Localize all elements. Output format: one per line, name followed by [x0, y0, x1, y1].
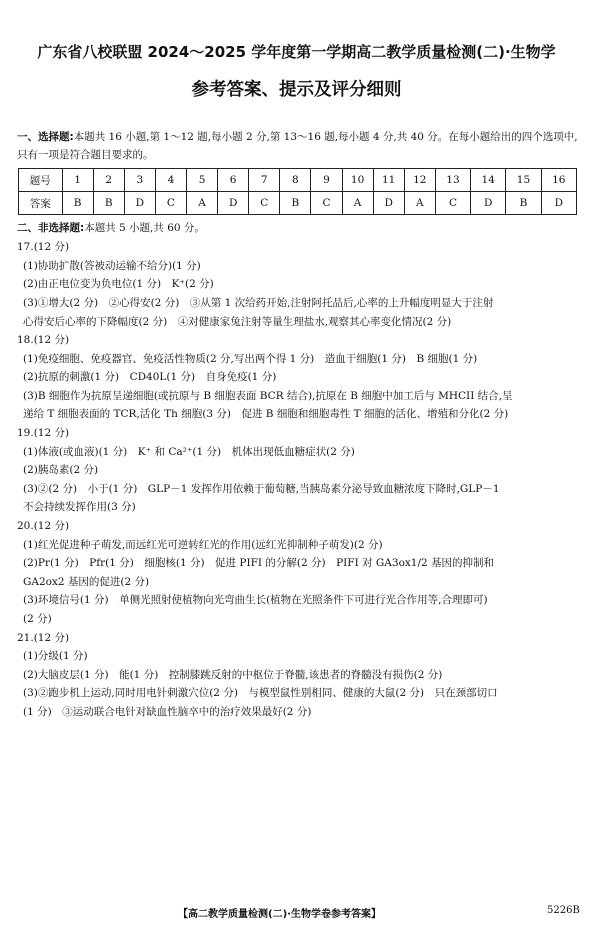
question-17-header: 17.(12 分) — [17, 241, 70, 253]
question-number: 6 — [218, 169, 249, 192]
question-number: 15 — [506, 169, 541, 192]
question-number-row — [19, 169, 577, 192]
answer-line: (3)B 细胞作为抗原呈递细胞(或抗原与 B 细胞表面 BCR 结合),抗原在 B 细胞中加工后与 MHCII 结合,呈 — [23, 390, 513, 402]
question-number: 2 — [93, 169, 124, 192]
answer-cell: C — [435, 192, 470, 215]
section2-text: 本题共 5 小题,共 60 分。 — [84, 222, 205, 234]
footer-title: 【高二教学质量检测(二)·生物学卷参考答案】 — [178, 909, 381, 920]
question-number: 9 — [311, 169, 342, 192]
question-18-header: 18.(12 分) — [17, 334, 70, 346]
question-number: 14 — [471, 169, 506, 192]
question-number: 4 — [155, 169, 186, 192]
answer-cell: A — [342, 192, 373, 215]
answer-cell: B — [62, 192, 93, 215]
answer-row — [19, 192, 577, 215]
answer-line: (3)①增大(2 分) ②心得安(2 分) ③从第 1 次给药开始,注射阿托品后,心率的上升幅度明显大于注射 — [23, 297, 494, 309]
answer-table — [18, 168, 577, 215]
answer-line: (1)红光促进种子萌发,而远红光可逆转红光的作用(远红光抑制种子萌发)(2 分) — [23, 539, 383, 551]
answer-line: (2)大脑皮层(1 分) 能(1 分) 控制膝跳反射的中枢位于脊髓,该患者的脊髓没有损伤(2 分) — [23, 669, 443, 681]
document-title: 广东省八校联盟 2024～2025 学年度第一学期高二教学质量检测(二)·生物学 — [37, 43, 556, 61]
answer-line: 递给 T 细胞表面的 TCR,活化 Th 细胞(3 分) 促进 B 细胞和细胞毒性 T 细胞的活化、增殖和分化(2 分) — [23, 408, 509, 420]
row-label-answer: 答案 — [19, 192, 63, 215]
answer-cell: C — [249, 192, 280, 215]
document-subtitle: 参考答案、提示及评分细则 — [191, 80, 402, 100]
footer-code: 5226B — [547, 905, 580, 916]
answer-cell: A — [186, 192, 217, 215]
answer-line: (2)Pr(1 分) Pfr(1 分) 细胞核(1 分) 促进 PIFI 的分解(2 分) PIFI 对 GA3ox1/2 基因的抑制和 — [23, 557, 495, 569]
question-number: 16 — [541, 169, 576, 192]
answer-line: (1)分级(1 分) — [23, 650, 88, 662]
question-number: 11 — [373, 169, 404, 192]
answer-line: (3)②跑步机上运动,同时用电针刺激穴位(2 分) 与模型鼠性别相同、健康的大鼠(2 分) 只在颈部切口 — [23, 687, 498, 699]
section1-heading: 一、选择题: — [17, 131, 74, 143]
section2-heading: 二、非选择题: — [17, 222, 85, 234]
answer-cell: C — [311, 192, 342, 215]
answer-line: 心得安后心率的下降幅度(2 分) ④对健康家兔注射等量生理盐水,观察其心率变化情况(2 分) — [23, 316, 452, 328]
question-20-header: 20.(12 分) — [17, 520, 70, 532]
answer-cell: B — [93, 192, 124, 215]
answer-line: (2 分) — [23, 613, 52, 625]
answer-cell: D — [373, 192, 404, 215]
answer-cell: B — [506, 192, 541, 215]
question-number: 10 — [342, 169, 373, 192]
question-number: 1 — [62, 169, 93, 192]
answer-cell: D — [218, 192, 249, 215]
section1-text: 本题共 16 小题,第 1～12 题,每小题 2 分,第 13～16 题,每小题 4 分,共 40 分。在每小题给出的四个选项中,只有一项是符合题目要求的。 — [17, 131, 578, 161]
section2-intro — [17, 219, 205, 237]
answer-line: GA2ox2 基因的促进(2 分) — [23, 576, 150, 588]
answer-line: (2)由正电位变为负电位(1 分) K⁺(2 分) — [23, 278, 214, 290]
answer-cell: D — [124, 192, 155, 215]
answer-line: (3)②(2 分) 小于(1 分) GLP－1 发挥作用依赖于葡萄糖,当胰岛素分泌导致血糖浓度下降时,GLP－1 — [23, 483, 500, 495]
question-number: 3 — [124, 169, 155, 192]
question-21-header: 21.(12 分) — [17, 632, 70, 644]
answer-line: (1 分) ③运动联合电针对缺血性脑卒中的治疗效果最好(2 分) — [23, 706, 312, 718]
answer-line: 不会持续发挥作用(3 分) — [23, 501, 136, 513]
section1-intro — [17, 128, 578, 164]
answer-line: (1)体液(或血液)(1 分) K⁺ 和 Ca²⁺(1 分) 机体出现低血糖症状(2 分) — [23, 446, 355, 458]
question-19-header: 19.(12 分) — [17, 427, 70, 439]
answer-cell: B — [280, 192, 311, 215]
answer-line: (2)胰岛素(2 分) — [23, 464, 99, 476]
answer-cell: D — [541, 192, 576, 215]
question-number: 8 — [280, 169, 311, 192]
question-number: 12 — [404, 169, 435, 192]
question-number: 7 — [249, 169, 280, 192]
answer-line: (1)免疫细胞、免疫器官、免疫活性物质(2 分,写出两个得 1 分) 造血干细胞(1 分) B 细胞(1 分) — [23, 353, 478, 365]
question-number: 5 — [186, 169, 217, 192]
answer-line: (3)环境信号(1 分) 单侧光照射使植物向光弯曲生长(植物在光照条件下可进行光合作用等,合理即可) — [23, 594, 488, 606]
question-number: 13 — [435, 169, 470, 192]
answer-cell: A — [404, 192, 435, 215]
answer-cell: C — [155, 192, 186, 215]
row-label-question: 题号 — [19, 169, 63, 192]
answer-cell: D — [471, 192, 506, 215]
answer-line: (2)抗原的刺激(1 分) CD40L(1 分) 自身免疫(1 分) — [23, 371, 277, 383]
answer-line: (1)协助扩散(答被动运输不给分)(1 分) — [23, 260, 201, 272]
